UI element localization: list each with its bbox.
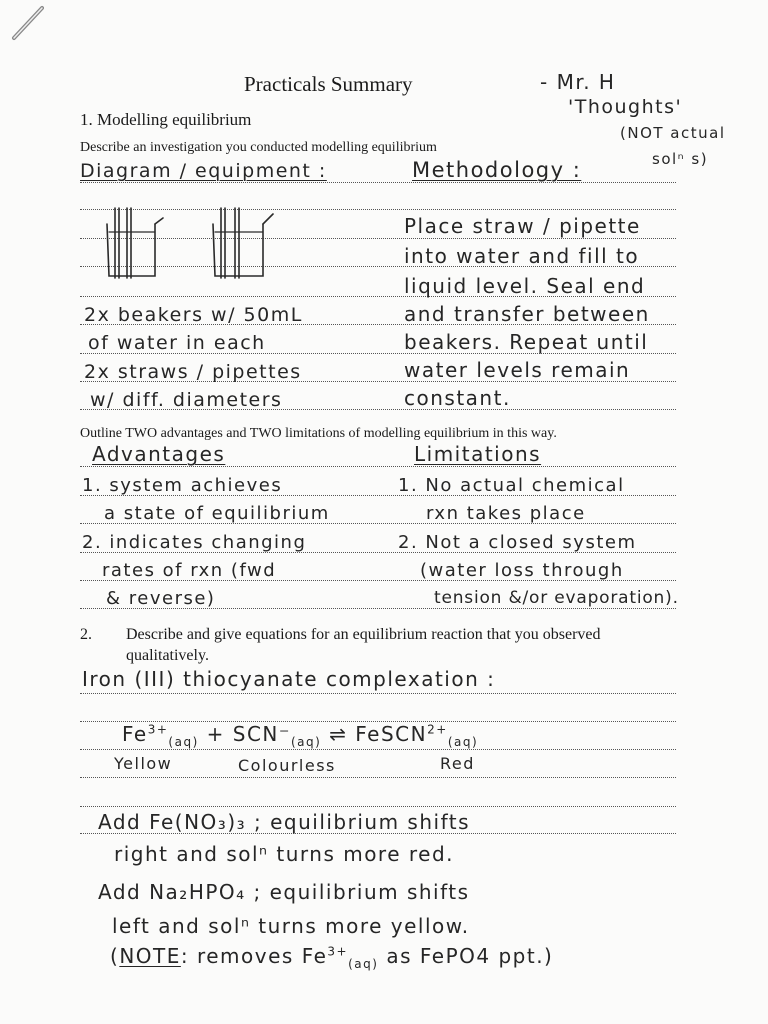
note-state: (aq) [348,957,379,971]
equation-fe-charge: 3+ [147,722,169,737]
note-line [110,944,554,971]
equipment-line: 2x beakers w/ 50mL [84,304,303,326]
method-line: constant. [404,386,511,410]
equilibrium-arrow-icon: ⇌ [329,722,348,746]
note-text: : removes Fe [180,944,328,968]
equipment-line: 2x straws / pipettes [84,361,302,383]
advantage-line: 1. system achieves [82,475,283,496]
answer-line [80,749,676,750]
method-line: water levels remain [404,358,631,382]
equation-scn-state: (aq) [290,735,322,749]
equation-fe-state: (aq) [168,735,199,749]
reaction-name: Iron (III) thiocyanate complexation : [82,667,496,691]
method-line: into water and fill to [404,244,640,268]
method-line: beakers. Repeat until [404,330,649,354]
author-note: - Mr. H [540,70,616,94]
equation-fescn: FeSCN [355,722,428,746]
page-title: Practicals Summary [244,72,413,96]
observation-2-cont: left and solⁿ turns more yellow. [112,914,470,938]
outline-prompt: Outline TWO advantages and TWO limitations of modelling equilibrium in this way. [80,426,557,441]
equation-fescn-charge: 2+ [427,722,448,737]
limitations-heading: Limitations [414,442,542,466]
methodology-heading: Methodology : [412,158,582,182]
section2-number: 2. [80,626,92,643]
equation [122,722,479,749]
limitation-line: tension &/or evaporation). [434,588,679,608]
answer-line [80,693,676,694]
thoughts-note: 'Thoughts' [568,96,683,118]
not-actual-note: (NOT actual [620,124,726,142]
answer-line [80,777,676,778]
observation-1-cont: right and solⁿ turns more red. [114,842,455,866]
diagram-heading: Diagram / equipment : [80,160,327,182]
advantages-heading: Advantages [92,442,226,466]
method-line: and transfer between [404,302,650,326]
observation-2: Add Na₂HPO₄ ; equilibrium shifts [98,880,470,904]
equation-plus: + [206,722,225,746]
observation-1: Add Fe(NO₃)₃ ; equilibrium shifts [98,810,471,834]
answer-line [80,806,676,807]
equation-fescn-state: (aq) [447,735,479,749]
limitation-line: 1. No actual chemical [398,475,625,496]
advantage-line: & reverse) [106,588,216,609]
section1-prompt: Describe an investigation you conducted modelling equilibrium [80,140,437,155]
advantage-line: a state of equilibrium [104,503,330,524]
answer-line [80,466,676,467]
note-open: ( [110,944,120,968]
limitation-line: 2. Not a closed system [398,532,637,553]
equation-fe: Fe [122,722,148,746]
answer-line [80,182,676,183]
section2-prompt-cont: qualitatively. [126,647,209,664]
method-line: Place straw / pipette [404,214,641,238]
color-scn: Colourless [238,756,336,775]
equipment-line: w/ diff. diameters [90,389,283,411]
pen-mark-icon [4,2,44,42]
note-end: as FePO4 ppt.) [378,944,554,968]
advantage-line: 2. indicates changing [82,532,307,553]
equipment-line: of water in each [88,332,266,354]
solutions-note: solⁿ s) [652,150,709,168]
beaker-diagram [95,204,295,286]
limitation-line: (water loss through [420,560,624,581]
section1-heading: 1. Modelling equilibrium [80,110,252,129]
section2-prompt: Describe and give equations for an equilibrium reaction that you observed [126,626,601,643]
note-label: NOTE [119,944,181,968]
limitation-line: rxn takes place [426,503,586,524]
color-fescn: Red [440,754,475,773]
method-line: liquid level. Seal end [404,274,646,298]
equation-scn: SCN⁻ [232,722,291,746]
note-charge: 3+ [327,944,349,959]
color-fe: Yellow [114,754,173,773]
advantage-line: rates of rxn (fwd [102,560,277,581]
